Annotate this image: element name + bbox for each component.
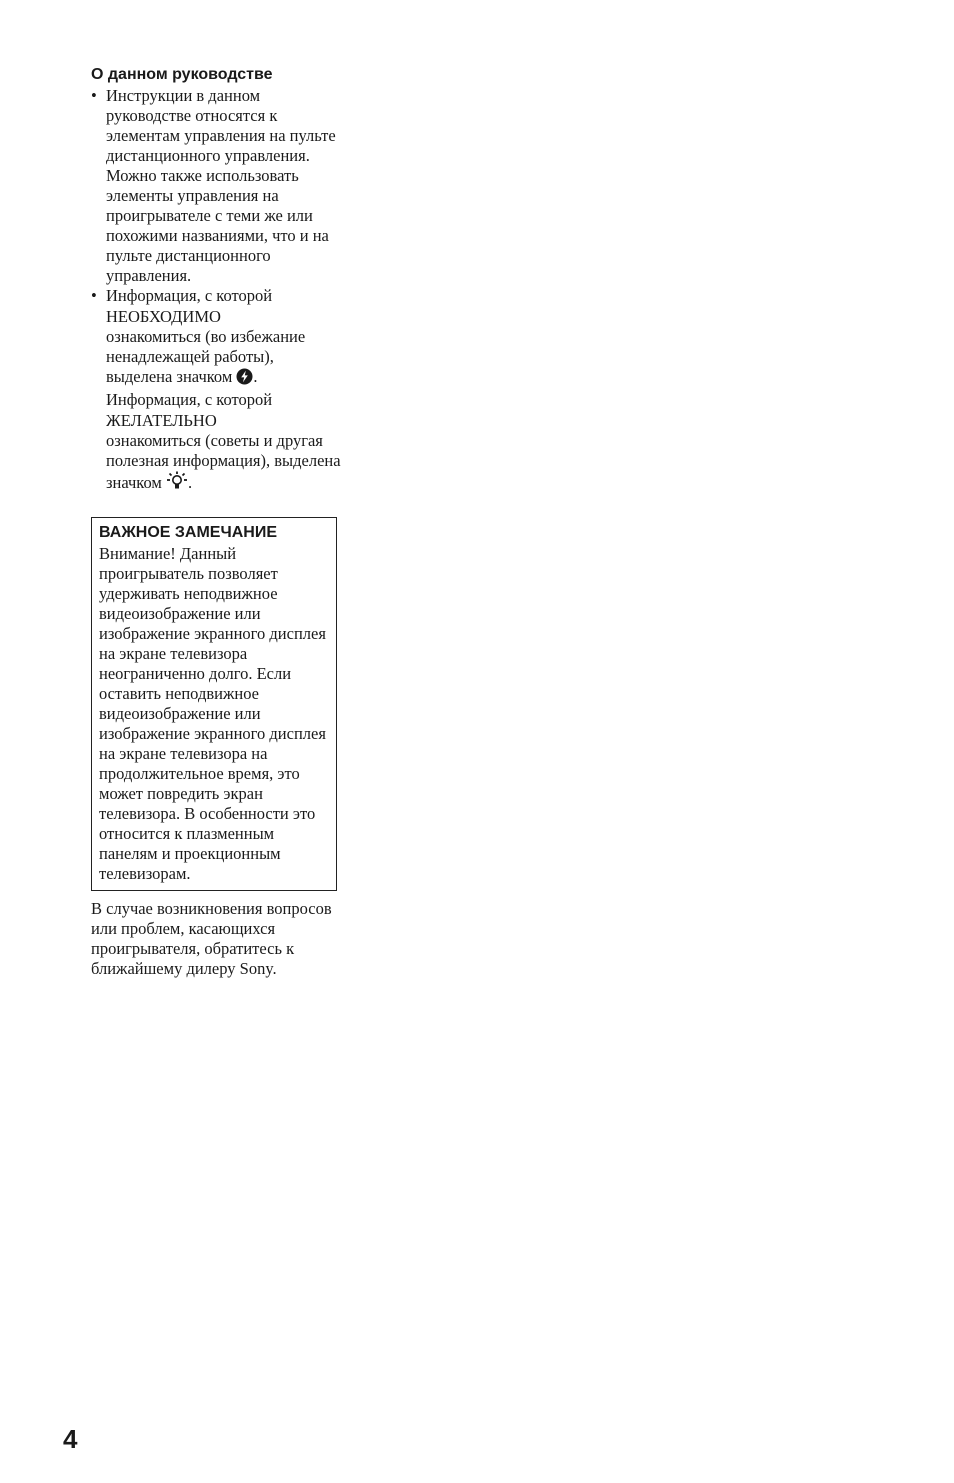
bullet-item-remote-controls: [91, 86, 341, 286]
caps-desirable: ЖЕЛАТЕЛЬНО: [106, 411, 217, 430]
support-note: В случае возникновения вопросов или проблем, касающихся проигрывателя, обратитесь к ближайшему дилеру Sony.: [91, 899, 332, 978]
important-notice-box: [91, 517, 337, 891]
bullet-list: [91, 86, 341, 496]
bullet-text-remote-controls: Инструкции в данном руководстве относятся к элементам управления на пульте дистанционного управления. Можно также использовать элементы управления на проигрывателе с теми же или похожими названиями, что и на пульте дистанционного управления.: [106, 86, 336, 285]
bullet-item-icons: • Информация, с которой НЕОБХОДИМО ознакомиться (во избежание ненадлежащей работы), выделена значком . Информация, с которой ЖЕЛАТЕЛЬНО ознакомиться (советы и другая полезная информация), выделена значком .: [91, 286, 341, 496]
bullet-text-part4: ознакомиться (советы и другая полезная информация), выделена значком: [106, 431, 341, 492]
bullet-text-part1: Информация, с которой: [106, 286, 273, 305]
notice-body: Внимание! Данный проигрыватель позволяет удерживать неподвижное видеоизображение или изображение экранного дисплея на экране телевизора неограниченно долго. Если оставить неподвижное видеоизображение или изображение экранного дисплея на экране телевизора на продолжительное время, это может повредить экран телевизора. В особенности это относится к плазменным панелям и проекционным телевизорам.: [99, 544, 326, 883]
page-number: 4: [63, 1424, 78, 1454]
caution-icon: [236, 368, 253, 390]
main-column: [91, 64, 341, 979]
section-heading: О данном руководстве: [91, 66, 273, 83]
bullet-text-part2: ознакомиться (во избежание ненадлежащей работы), выделена значком: [106, 327, 306, 386]
notice-title: ВАЖНОЕ ЗАМЕЧАНИЕ: [99, 524, 277, 541]
caps-necessary: НЕОБХОДИМО: [106, 307, 221, 326]
hint-icon: [166, 471, 188, 496]
bullet-text-part3: Информация, с которой: [106, 390, 273, 409]
